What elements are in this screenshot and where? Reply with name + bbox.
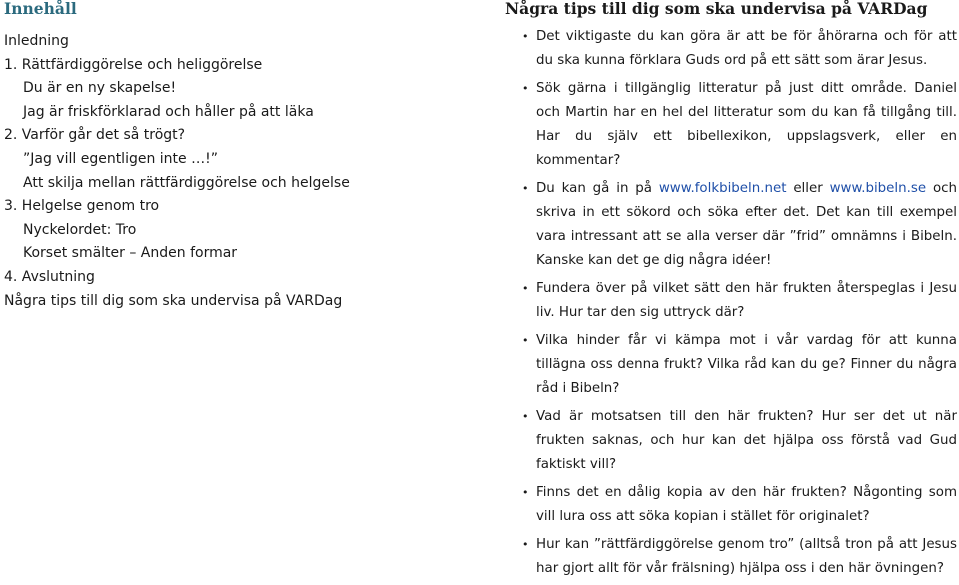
bullet-icon: •	[522, 334, 529, 347]
toc-item-chapter-3[interactable]	[4, 195, 350, 219]
list-item	[505, 77, 957, 173]
toc-link[interactable]: 3. Helgelse genom tro	[4, 198, 160, 215]
list-item	[505, 533, 957, 581]
folkbibeln-link[interactable]: www.folkbibeln.net	[658, 181, 787, 196]
toc-item-vill-egentligen-inte[interactable]	[4, 148, 350, 172]
toc-link[interactable]: Jag är friskförklarad och håller på att läka	[23, 103, 314, 120]
toc-item-nyckelordet[interactable]	[4, 219, 350, 243]
toc-link[interactable]: Inledning	[4, 33, 69, 49]
bullet-icon: •	[522, 486, 529, 499]
list-item	[505, 329, 957, 401]
toc-link[interactable]: Att skilja mellan rättfärdiggörelse och helgelse	[23, 174, 350, 191]
bullet-icon: •	[522, 282, 529, 295]
toc-link[interactable]: Du är en ny skapelse!	[23, 80, 177, 97]
tip-text: Hur kan ”rättfärdiggörelse genom tro” (alltså tron på att Jesus har gjort allt för vår frälsning) hjälpa oss i den här övningen?	[536, 537, 957, 576]
tip-text-mid: eller	[786, 181, 830, 196]
toc-item-korset-smalter[interactable]	[4, 242, 350, 266]
list-item	[505, 481, 957, 529]
tips-list	[505, 25, 957, 585]
tip-text-post: och skriva in ett sökord och söka efter det. Det kan till exempel vara intressant att se alla verser där ”frid” omnämns i Bibeln. Kanske kan det ge dig några idéer!	[536, 181, 957, 268]
toc-item-att-skilja[interactable]	[4, 172, 350, 196]
tip-text-pre: Du kan gå in på	[536, 181, 659, 196]
toc-title: Innehåll	[4, 0, 77, 18]
tip-text: Fundera över på vilket sätt den här frukten återspeglas i Jesu liv. Hur tar den sig uttryck där?	[536, 281, 957, 320]
tip-text: Det viktigaste du kan göra är att be för åhörarna och för att du ska kunna förklara Guds ord på ett sätt som ärar Jesus.	[536, 29, 957, 68]
tip-text: Vad är motsatsen till den här frukten? Hur ser det ut när frukten saknas, och hur kan det hjälpa oss förstå vad Gud faktiskt vill?	[536, 409, 957, 472]
toc-link[interactable]: Några tips till dig som ska undervisa på VARDag	[4, 292, 343, 309]
bullet-icon: •	[522, 30, 529, 43]
bullet-icon: •	[522, 182, 529, 195]
bullet-icon: •	[522, 538, 529, 551]
toc-item-friskforklarad[interactable]	[4, 101, 350, 125]
toc-link[interactable]: 4. Avslutning	[4, 268, 95, 285]
tips-heading: Några tips till dig som ska undervisa på VARDag	[505, 0, 928, 18]
toc-link[interactable]: 2. Varför går det så trögt?	[4, 127, 186, 144]
toc-link[interactable]: ”Jag vill egentligen inte …!”	[23, 150, 218, 167]
toc-link[interactable]: Korset smälter – Anden formar	[23, 245, 238, 262]
toc-item-chapter-4[interactable]	[4, 266, 350, 290]
list-item	[505, 405, 957, 477]
tip-text: Sök gärna i tillgänglig litteratur på just ditt område. Daniel och Martin har en hel del litteratur som du kan få tillgång till. Har du själv ett bibellexikon, uppslagsverk, eller en kommentar?	[536, 81, 957, 168]
list-item	[505, 277, 957, 325]
list-item	[505, 177, 957, 273]
list-item	[505, 25, 957, 73]
toc-link[interactable]: Nyckelordet: Tro	[23, 221, 137, 238]
bullet-icon: •	[522, 82, 529, 95]
toc-item-chapter-2[interactable]	[4, 124, 350, 148]
toc-item-tips[interactable]	[4, 290, 350, 314]
toc-link[interactable]: 1. Rättfärdiggörelse och heliggörelse	[4, 56, 263, 73]
bullet-icon: •	[522, 410, 529, 423]
toc-list	[4, 30, 350, 313]
toc-item-inledning[interactable]	[4, 30, 350, 54]
toc-item-chapter-1[interactable]	[4, 54, 350, 78]
toc-item-ny-skapelse[interactable]	[4, 77, 350, 101]
tip-text: Finns det en dålig kopia av den här frukten? Någonting som vill lura oss att söka kopian i stället för originalet?	[536, 485, 957, 524]
bibeln-link[interactable]: www.bibeln.se	[829, 181, 927, 196]
tip-text: Vilka hinder får vi kämpa mot i vår vardag för att kunna tillägna oss denna frukt? Vilka råd kan du ge? Finner du några råd i Bibeln?	[536, 333, 957, 396]
